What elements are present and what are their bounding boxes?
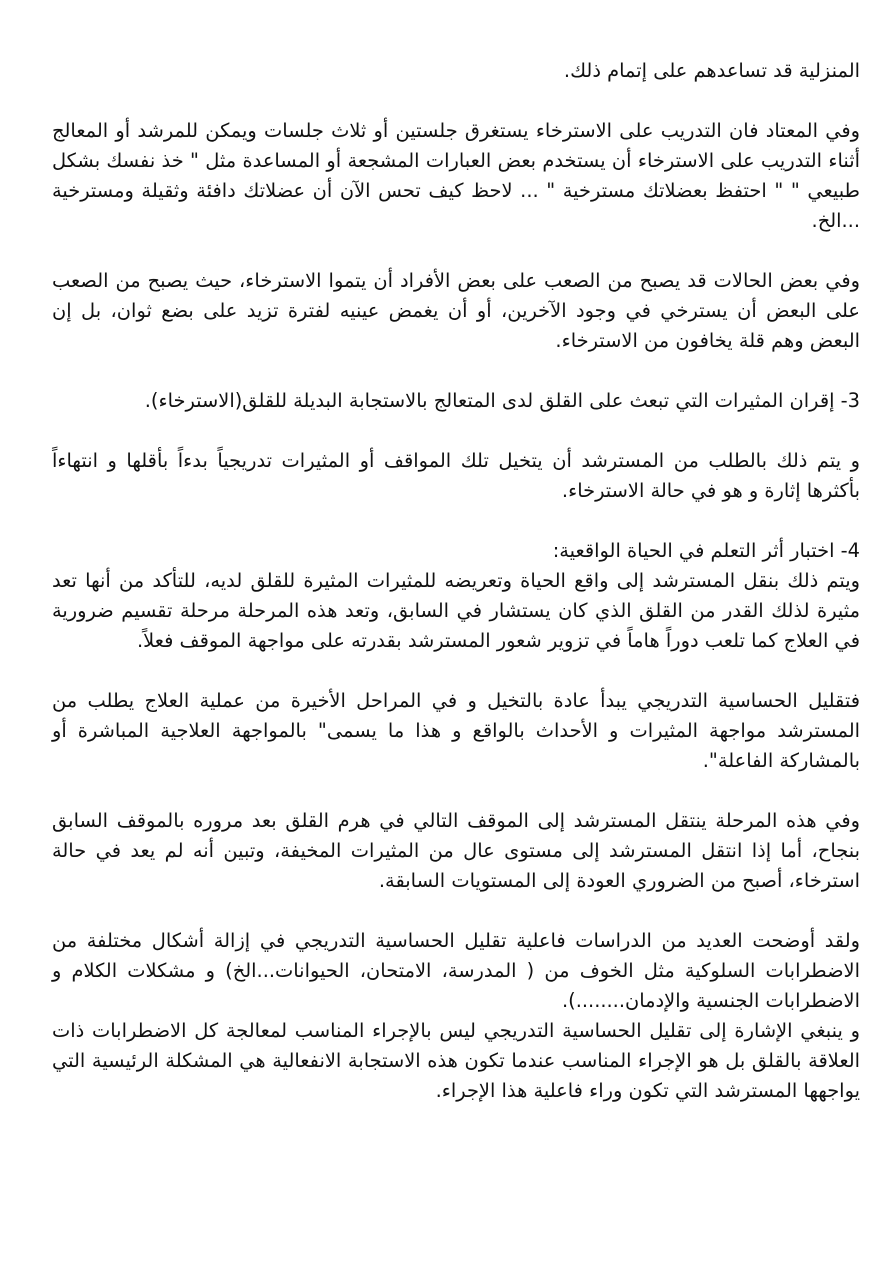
- heading-step-4: 4- اختبار أثر التعلم في الحياة الواقعية:: [552, 539, 860, 562]
- paragraph-continuation: المنزلية قد تساعدهم على إتمام ذلك.: [563, 59, 860, 82]
- paragraph-desensitization-reality: فتقليل الحساسية التدريجي يبدأ عادة بالتخيل و في المراحل الأخيرة من عملية العلاج يطلب من المسترشد مواجهة المثيرات و الأحداث بالواقع و هذا ما يسمى" بالمواجهة العلاجية المباشرة أو بالمشاركة الفاعلة".: [52, 689, 860, 772]
- paragraph-spacer: [52, 656, 860, 686]
- paragraph-studies: ولقد أوضحت العديد من الدراسات فاعلية تقليل الحساسية التدريجي في إزالة أشكال مختلفة من الاضطرابات السلوكية مثل الخوف من ( المدرسة، الامتحان، الحيوانات...الخ) و مشكلات الكلام و الاضطرابات الجنسية والإدمان........).: [52, 929, 860, 1012]
- paragraph-limitations: و ينبغي الإشارة إلى تقليل الحساسية التدريجي ليس بالإجراء المناسب لمعالجة كل الاضطرابات ذات العلاقة بالقلق بل هو الإجراء المناسب عندما تكون هذه الاستجابة الانفعالية هي المشكلة الرئيسية التي يواجهها المسترشد التي تكون وراء فاعلية هذا الإجراء.: [52, 1019, 860, 1102]
- paragraph-anxiety-hierarchy: وفي هذه المرحلة ينتقل المسترشد إلى الموقف التالي في هرم القلق بعد مروره بالموقف السابق بنجاح، أما إذا انتقل المسترشد إلى مستوى عال من المثيرات المخيفة، وتبين أنه لم يعد في حالة استرخاء، أصبح من الضروري العودة إلى المستويات السابقة.: [52, 809, 860, 892]
- paragraph-relaxation-training: وفي المعتاد فان التدريب على الاسترخاء يستغرق جلستين أو ثلاث جلسات ويمكن للمرشد أو المعالج أثناء التدريب على الاسترخاء أن يستخدم بعض العبارات المشجعة أو المساعدة مثل " خذ نفسك بشكل طبيعي " " احتفظ بعضلاتك مسترخية " ... لاحظ كيف تحس الآن أن عضلاتك دافئة وثقيلة ومسترخية ...الخ.: [52, 119, 860, 232]
- paragraph-spacer: [52, 896, 860, 926]
- paragraph-spacer: [52, 506, 860, 536]
- paragraph-step-4-detail: ويتم ذلك بنقل المسترشد إلى واقع الحياة وتعريضه للمثيرات المثيرة للقلق لديه، للتأكد من أنها تعد مثيرة لذلك القدر من القلق الذي كان يستشار في السابق، وتعد هذه المرحلة مرحلة تقسيم ضرورية في العلاج كما تلعب دوراً هاماً في تزوير شعور المسترشد بقدرته على مواجهة الموقف فعلاً.: [52, 569, 860, 652]
- paragraph-spacer: [52, 236, 860, 266]
- paragraph-spacer: [52, 776, 860, 806]
- document-page: [52, 56, 860, 1106]
- heading-step-3: 3- إقران المثيرات التي تبعث على القلق لدى المتعالج بالاستجابة البديلة للقلق(الاسترخاء).: [144, 389, 860, 412]
- paragraph-relaxation-difficulty: وفي بعض الحالات قد يصبح من الصعب على بعض الأفراد أن يتموا الاسترخاء، حيث يصبح من الصعب على البعض أن يسترخي في وجود الآخرين، أو أن يغمض عينيه لفترة تزيد على بضع ثوان، بل إن البعض وهم قلة يخافون من الاسترخاء.: [52, 269, 860, 352]
- paragraph-spacer: [52, 416, 860, 446]
- paragraph-spacer: [52, 86, 860, 116]
- paragraph-spacer: [52, 356, 860, 386]
- paragraph-step-3-detail: و يتم ذلك بالطلب من المسترشد أن يتخيل تلك المواقف أو المثيرات تدريجياً بدءاً بأقلها و انتهاءاً بأكثرها إثارة و هو في حالة الاسترخاء.: [52, 449, 860, 502]
